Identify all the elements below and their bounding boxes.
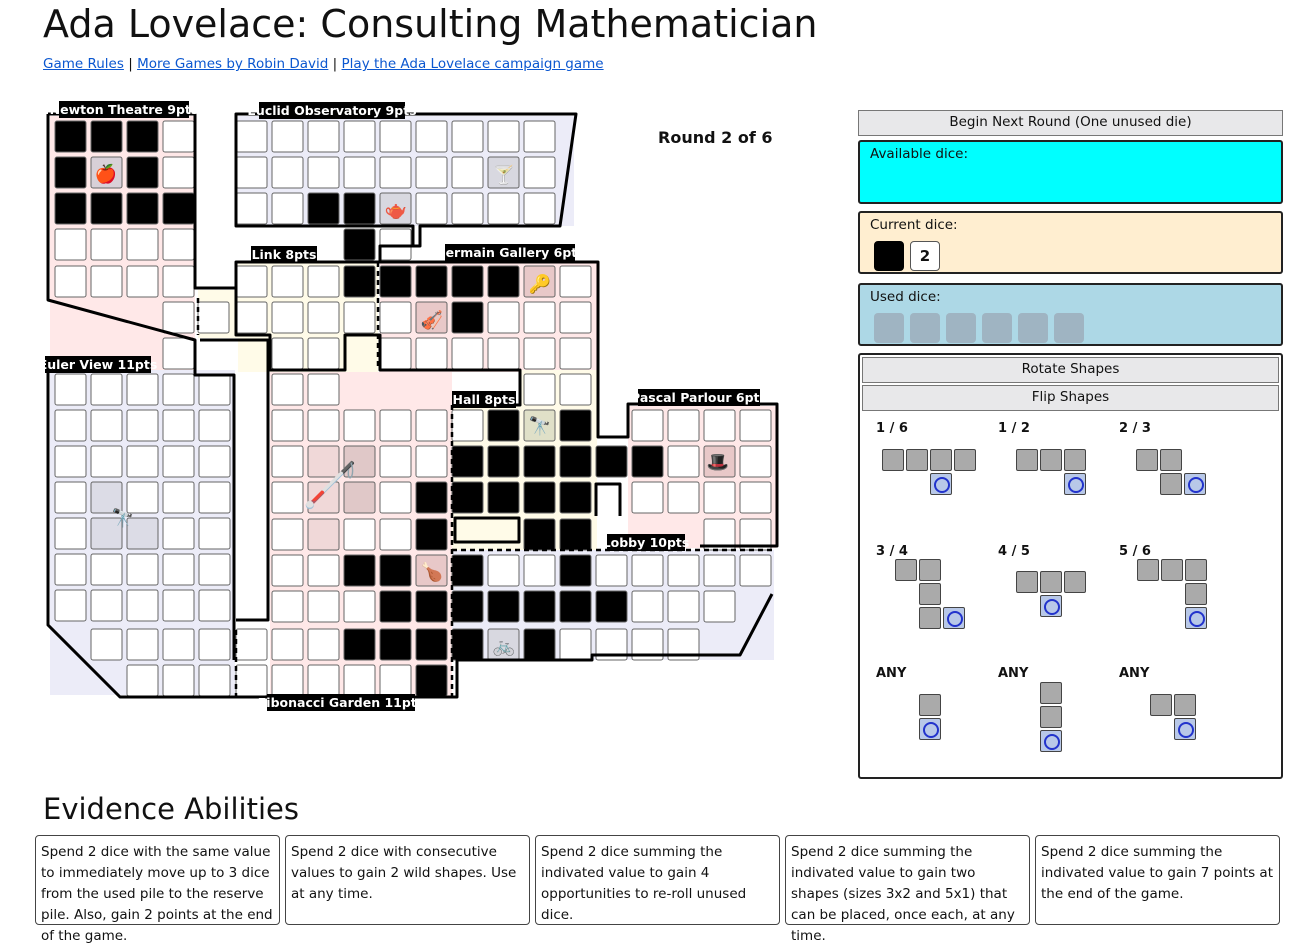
board-cell[interactable] <box>380 157 411 188</box>
available-dice-panel <box>858 140 1283 204</box>
room-label: Newton Theatre 9pts <box>49 102 199 117</box>
board-cell[interactable] <box>344 519 375 550</box>
board-cell-filled[interactable] <box>344 229 375 260</box>
board-cell-filled[interactable] <box>91 121 122 152</box>
board-cell[interactable] <box>452 193 483 224</box>
tophat-icon: 🎩 <box>706 452 730 473</box>
board-cell-filled[interactable] <box>344 629 375 660</box>
link-separator: | <box>332 56 338 72</box>
shape-anchor-cell[interactable] <box>1185 607 1207 629</box>
shape-label-5: 4 / 5 <box>998 544 1030 559</box>
board-cell[interactable] <box>163 266 194 297</box>
room-label: Lobby 10pts <box>602 535 690 550</box>
board-cell[interactable] <box>199 554 230 585</box>
board-cell[interactable] <box>163 518 194 549</box>
board-cell[interactable] <box>308 338 339 369</box>
board-cell[interactable] <box>524 302 555 333</box>
board-cell[interactable] <box>55 446 86 477</box>
board-cell-filled[interactable] <box>452 555 483 586</box>
used-die <box>946 313 976 343</box>
board-cell-filled[interactable] <box>452 446 483 477</box>
board-cell[interactable] <box>668 591 699 622</box>
shape-cell[interactable] <box>919 607 941 629</box>
board-cell[interactable] <box>668 482 699 513</box>
board-cell[interactable] <box>236 665 267 696</box>
board-cell[interactable] <box>632 591 663 622</box>
shape-cell[interactable] <box>1040 449 1062 471</box>
shape-cell[interactable] <box>1016 449 1038 471</box>
room-label: Fibonacci Garden 11pts <box>257 695 425 710</box>
board-cell[interactable] <box>452 338 483 369</box>
board-cell-filled[interactable] <box>452 629 483 660</box>
board-cell-filled[interactable] <box>380 591 411 622</box>
board-cell[interactable] <box>272 591 303 622</box>
board-cell[interactable] <box>127 665 158 696</box>
board-cell[interactable] <box>163 410 194 441</box>
board-cell[interactable] <box>668 410 699 441</box>
board-cell[interactable] <box>308 374 339 405</box>
board-cell[interactable] <box>524 374 555 405</box>
used-die <box>982 313 1012 343</box>
board-cell[interactable] <box>704 482 735 513</box>
shape-cell[interactable] <box>1174 694 1196 716</box>
board-cell[interactable] <box>632 482 663 513</box>
board-cell-filled[interactable] <box>524 591 555 622</box>
board-cell[interactable] <box>272 157 303 188</box>
board-cell-filled[interactable] <box>416 629 447 660</box>
teapot-icon: 🫖 <box>384 200 408 221</box>
shape-anchor-cell[interactable] <box>1064 473 1086 495</box>
next-round-button[interactable]: Begin Next Round (One unused die) <box>858 110 1283 136</box>
page-title: Ada Lovelace: Consulting Mathematician <box>43 2 818 46</box>
board-cell-filled[interactable] <box>308 193 339 224</box>
board-cell-filled[interactable] <box>380 266 411 297</box>
board-cell[interactable] <box>198 302 229 333</box>
board-cell[interactable] <box>91 410 122 441</box>
board-cell[interactable] <box>272 446 303 477</box>
board-cell[interactable] <box>236 266 267 297</box>
shape-cell[interactable] <box>1160 473 1182 495</box>
more-games-link[interactable]: More Games by Robin David <box>137 56 329 72</box>
current-dice-panel <box>858 211 1283 274</box>
available-dice-label: Available dice: <box>870 146 968 162</box>
board-cell[interactable] <box>416 410 447 441</box>
board-cell[interactable] <box>380 519 411 550</box>
board-cell[interactable] <box>163 590 194 621</box>
shape-cell[interactable] <box>919 583 941 605</box>
board-cell-filled[interactable] <box>55 121 86 152</box>
board-cell-filled[interactable] <box>596 591 627 622</box>
board-cell[interactable] <box>55 590 86 621</box>
shape-cell[interactable] <box>1040 706 1062 728</box>
shape-label-1: 1 / 6 <box>876 421 908 436</box>
board-cell[interactable] <box>272 266 303 297</box>
board-cell-filled[interactable] <box>560 482 591 513</box>
board-cell[interactable] <box>163 229 194 260</box>
shape-cell[interactable] <box>1137 559 1159 581</box>
board-cell[interactable] <box>91 629 122 660</box>
used-dice-label: Used dice: <box>870 289 941 305</box>
key-icon: 🔑 <box>528 274 552 295</box>
board-cell[interactable] <box>272 410 303 441</box>
board-cell[interactable] <box>560 629 591 660</box>
board-cell[interactable] <box>704 555 735 586</box>
board-cell-filled[interactable] <box>488 410 519 441</box>
shape-label-6: 5 / 6 <box>1119 544 1151 559</box>
board-cell[interactable] <box>127 410 158 441</box>
board-cell-filled[interactable] <box>416 519 447 550</box>
board-cell[interactable] <box>127 229 158 260</box>
board-cell[interactable] <box>488 193 519 224</box>
board-cell[interactable] <box>308 665 339 696</box>
board-cell[interactable] <box>740 482 771 513</box>
shape-cell[interactable] <box>930 449 952 471</box>
board-cell[interactable] <box>199 482 230 513</box>
board-cell[interactable] <box>236 629 267 660</box>
board-cell[interactable] <box>524 157 555 188</box>
board-cell-filled[interactable] <box>416 665 447 696</box>
shape-cell[interactable] <box>906 449 928 471</box>
board-cell[interactable] <box>199 374 230 405</box>
shape-cell[interactable] <box>1185 559 1207 581</box>
board-cell[interactable] <box>91 590 122 621</box>
board-cell-filled[interactable] <box>416 266 447 297</box>
shape-cell[interactable] <box>1040 571 1062 593</box>
shape-cell[interactable] <box>1185 583 1207 605</box>
shape-cell[interactable] <box>919 559 941 581</box>
ability-card-2[interactable]: Spend 2 dice with consecutive values to gain 2 wild shapes. Use at any time. <box>285 835 530 925</box>
board-cell-filled[interactable] <box>596 446 627 477</box>
board-cell[interactable] <box>632 410 663 441</box>
board-cell-filled[interactable] <box>55 193 86 224</box>
board-cell[interactable] <box>272 338 303 369</box>
meat-icon: 🍗 <box>420 562 444 583</box>
board-cell[interactable] <box>524 338 555 369</box>
current-dice-label: Current dice: <box>870 217 958 233</box>
shape-label-2: 1 / 2 <box>998 421 1030 436</box>
board-cell[interactable] <box>344 665 375 696</box>
board-cell[interactable] <box>488 338 519 369</box>
board-cell[interactable] <box>91 229 122 260</box>
used-die <box>910 313 940 343</box>
board-cell[interactable] <box>344 410 375 441</box>
board-cell-filled[interactable] <box>163 193 194 224</box>
cocktail-icon: 🍸 <box>492 165 516 186</box>
shape-anchor-cell[interactable] <box>1174 718 1196 740</box>
board-cell[interactable] <box>344 302 375 333</box>
board-cell[interactable] <box>740 410 771 441</box>
shape-cell[interactable] <box>1161 559 1183 581</box>
board-cell-filled[interactable] <box>560 519 591 550</box>
board-cell[interactable] <box>380 338 411 369</box>
board-cell[interactable] <box>560 374 591 405</box>
board-cell-filled[interactable] <box>127 121 158 152</box>
board-cell[interactable] <box>127 446 158 477</box>
board-cell[interactable] <box>163 302 194 333</box>
board-cell-filled[interactable] <box>524 446 555 477</box>
board-cell[interactable] <box>91 554 122 585</box>
board-cell-filled[interactable] <box>488 591 519 622</box>
room-label: Euclid Observatory 9pts <box>247 103 417 118</box>
ability-card-1[interactable]: Spend 2 dice with the same value to immediately move up to 3 dice from the used pile to the reserve pile. Also, gain 2 points at the end of the game. <box>35 835 280 925</box>
shape-cell[interactable] <box>882 449 904 471</box>
board-cell[interactable] <box>452 121 483 152</box>
board-cell[interactable] <box>560 266 591 297</box>
board-cell[interactable] <box>55 518 86 549</box>
board-cell-filled[interactable] <box>127 193 158 224</box>
board-cell-filled[interactable] <box>91 193 122 224</box>
shape-label-8: ANY <box>998 666 1029 681</box>
board-cell[interactable] <box>416 338 447 369</box>
board-cell-filled[interactable] <box>416 482 447 513</box>
board-cell-filled[interactable] <box>524 629 555 660</box>
board-cell-filled[interactable] <box>380 555 411 586</box>
board-cell-filled[interactable] <box>560 555 591 586</box>
board-cell[interactable] <box>668 446 699 477</box>
board-cell[interactable] <box>236 157 267 188</box>
board-cell[interactable] <box>199 629 230 660</box>
board-cell[interactable] <box>380 482 411 513</box>
board-cell[interactable] <box>596 555 627 586</box>
board-cell[interactable] <box>127 374 158 405</box>
board-cell[interactable] <box>272 193 303 224</box>
cane-icon: 🦯 <box>302 460 358 511</box>
board-cell-filled[interactable] <box>560 410 591 441</box>
shape-anchor-cell[interactable] <box>1040 730 1062 752</box>
board-cell[interactable] <box>55 374 86 405</box>
board-cell[interactable] <box>488 121 519 152</box>
room-label: Pascal Parlour 6pts <box>631 390 767 405</box>
board-cell[interactable] <box>55 554 86 585</box>
link-separator: | <box>128 56 133 72</box>
used-die <box>1018 313 1048 343</box>
board-cell[interactable] <box>560 302 591 333</box>
board-cell[interactable] <box>91 446 122 477</box>
room-label: Hall 8pts <box>452 392 516 407</box>
ability-card-4[interactable]: Spend 2 dice summing the indivated value to gain two shapes (sizes 3x2 and 5x1) that can be placed, once each, at any time. <box>785 835 1030 925</box>
board-cell[interactable] <box>416 121 447 152</box>
board-cell[interactable] <box>55 482 86 513</box>
board-cell[interactable] <box>308 410 339 441</box>
board-cell[interactable] <box>344 157 375 188</box>
board-cell[interactable] <box>272 374 303 405</box>
board-cell[interactable] <box>127 590 158 621</box>
board-cell-filled[interactable] <box>452 591 483 622</box>
shape-cell[interactable] <box>1160 449 1182 471</box>
board-cell[interactable] <box>236 121 267 152</box>
shape-cell[interactable] <box>1040 682 1062 704</box>
board-cell[interactable] <box>272 121 303 152</box>
violin-icon: 🎻 <box>420 310 444 331</box>
board-cell[interactable] <box>91 266 122 297</box>
board-cell[interactable] <box>740 555 771 586</box>
campaign-link[interactable]: Play the Ada Lovelace campaign game <box>341 56 604 72</box>
board-cell[interactable] <box>380 665 411 696</box>
board-cell[interactable] <box>416 157 447 188</box>
board-cell[interactable] <box>163 446 194 477</box>
board-cell[interactable] <box>524 193 555 224</box>
board-cell[interactable] <box>380 121 411 152</box>
board-cell[interactable] <box>272 665 303 696</box>
board-cell[interactable] <box>236 193 267 224</box>
rotate-shapes-button[interactable]: Rotate Shapes <box>862 357 1279 383</box>
bicycle-icon: 🚲 <box>492 636 516 657</box>
shape-cell[interactable] <box>954 449 976 471</box>
board-cell[interactable] <box>740 446 771 477</box>
used-die <box>874 313 904 343</box>
board-cell[interactable] <box>416 193 447 224</box>
board-cell[interactable] <box>308 591 339 622</box>
board-cell[interactable] <box>668 555 699 586</box>
board-cell[interactable] <box>55 229 86 260</box>
telescope-icon: 🔭 <box>111 508 135 529</box>
board-cell-filled[interactable] <box>127 157 158 188</box>
board-cell[interactable] <box>416 446 447 477</box>
board-cell[interactable] <box>163 374 194 405</box>
shape-anchor-cell[interactable] <box>919 718 941 740</box>
board-cell[interactable] <box>127 266 158 297</box>
board-cell[interactable] <box>380 446 411 477</box>
board-cell-filled[interactable] <box>416 591 447 622</box>
shape-anchor-cell[interactable] <box>1040 595 1062 617</box>
board-cell[interactable] <box>524 121 555 152</box>
board-cell[interactable] <box>560 338 591 369</box>
board-cell[interactable] <box>199 446 230 477</box>
board-cell[interactable] <box>344 121 375 152</box>
shape-cell[interactable] <box>1150 694 1172 716</box>
board-cell[interactable] <box>199 665 230 696</box>
current-die-filled[interactable] <box>874 241 904 271</box>
board-cell[interactable] <box>308 302 339 333</box>
board-cell[interactable] <box>163 665 194 696</box>
board-cell[interactable] <box>380 410 411 441</box>
board-cell[interactable] <box>344 591 375 622</box>
board-cell-filled[interactable] <box>488 482 519 513</box>
board-cell[interactable] <box>704 410 735 441</box>
board-cell-filled[interactable] <box>632 446 663 477</box>
shape-cell[interactable] <box>895 559 917 581</box>
board-cell[interactable] <box>524 555 555 586</box>
board-cell[interactable] <box>272 482 303 513</box>
board-cell[interactable] <box>272 629 303 660</box>
board-cell-filled[interactable] <box>380 629 411 660</box>
board-cell[interactable] <box>163 629 194 660</box>
board-cell[interactable] <box>308 519 339 550</box>
board-cell[interactable] <box>163 338 194 369</box>
board-cell-filled[interactable] <box>488 446 519 477</box>
board-cell[interactable] <box>163 121 194 152</box>
board-cell-filled[interactable] <box>488 266 519 297</box>
board-cell-filled[interactable] <box>524 482 555 513</box>
shape-cell[interactable] <box>1016 571 1038 593</box>
used-die <box>1054 313 1084 343</box>
board-cell[interactable] <box>308 121 339 152</box>
shape-anchor-cell[interactable] <box>943 607 965 629</box>
board-cell[interactable] <box>308 629 339 660</box>
board-cell-filled[interactable] <box>452 482 483 513</box>
board-cell[interactable] <box>488 302 519 333</box>
board-cell[interactable] <box>272 302 303 333</box>
shape-label-4: 3 / 4 <box>876 544 908 559</box>
used-dice-panel <box>858 283 1283 346</box>
binoculars-icon: 🔭 <box>528 416 552 437</box>
board-cell[interactable] <box>163 554 194 585</box>
board-cell[interactable] <box>55 410 86 441</box>
shapes-panel <box>858 353 1283 779</box>
shape-cell[interactable] <box>919 694 941 716</box>
shape-anchor-cell[interactable] <box>930 473 952 495</box>
shape-cell[interactable] <box>1136 449 1158 471</box>
ability-card-3[interactable]: Spend 2 dice summing the indivated value to gain 4 opportunities to re-roll unused dice. <box>535 835 780 925</box>
board-cell[interactable] <box>236 302 267 333</box>
board-cell[interactable] <box>308 266 339 297</box>
board-cell-filled[interactable] <box>344 266 375 297</box>
board-cell[interactable] <box>127 554 158 585</box>
board-cell-filled[interactable] <box>344 193 375 224</box>
board-wall <box>596 484 620 516</box>
board-cell[interactable] <box>632 555 663 586</box>
board-cell[interactable] <box>452 157 483 188</box>
board-cell[interactable] <box>91 374 122 405</box>
round-indicator: Round 2 of 6 <box>658 128 773 147</box>
board-cell[interactable] <box>127 629 158 660</box>
board-cell[interactable] <box>272 555 303 586</box>
board-cell[interactable] <box>55 266 86 297</box>
apple-icon: 🍎 <box>94 164 118 185</box>
board-cell[interactable] <box>199 518 230 549</box>
shape-label-9: ANY <box>1119 666 1150 681</box>
abilities-title: Evidence Abilities <box>43 792 299 826</box>
game-rules-link[interactable]: Game Rules <box>43 56 124 72</box>
room-label: Euler View 11pts <box>38 357 158 372</box>
board-cell[interactable] <box>163 482 194 513</box>
board-cell-filled[interactable] <box>560 591 591 622</box>
board-cell-filled[interactable] <box>344 555 375 586</box>
board-cell[interactable] <box>199 410 230 441</box>
room-label: Link 8pts <box>251 247 317 262</box>
board-cell[interactable] <box>704 591 735 622</box>
board-cell[interactable] <box>488 555 519 586</box>
board-cell-filled[interactable] <box>560 446 591 477</box>
board-cell-filled[interactable] <box>452 302 483 333</box>
game-board[interactable] <box>0 0 800 730</box>
shape-cell[interactable] <box>1064 449 1086 471</box>
board-cell-filled[interactable] <box>55 157 86 188</box>
board-cell[interactable] <box>272 519 303 550</box>
board-cell[interactable] <box>308 555 339 586</box>
board-cell-filled[interactable] <box>524 519 555 550</box>
board-cell[interactable] <box>199 590 230 621</box>
ability-card-5[interactable]: Spend 2 dice summing the indivated value to gain 7 points at the end of the game. <box>1035 835 1280 925</box>
current-die-2[interactable]: 2 <box>910 241 940 271</box>
board-cell[interactable] <box>308 157 339 188</box>
room-label: Germain Gallery 6pts <box>435 245 585 260</box>
shape-label-3: 2 / 3 <box>1119 421 1151 436</box>
board-cell[interactable] <box>452 410 483 441</box>
shape-anchor-cell[interactable] <box>1184 473 1206 495</box>
flip-shapes-button[interactable]: Flip Shapes <box>862 385 1279 411</box>
shape-label-7: ANY <box>876 666 907 681</box>
board-cell-filled[interactable] <box>452 266 483 297</box>
board-cell[interactable] <box>380 302 411 333</box>
board-cell[interactable] <box>163 157 194 188</box>
shape-cell[interactable] <box>1064 571 1086 593</box>
